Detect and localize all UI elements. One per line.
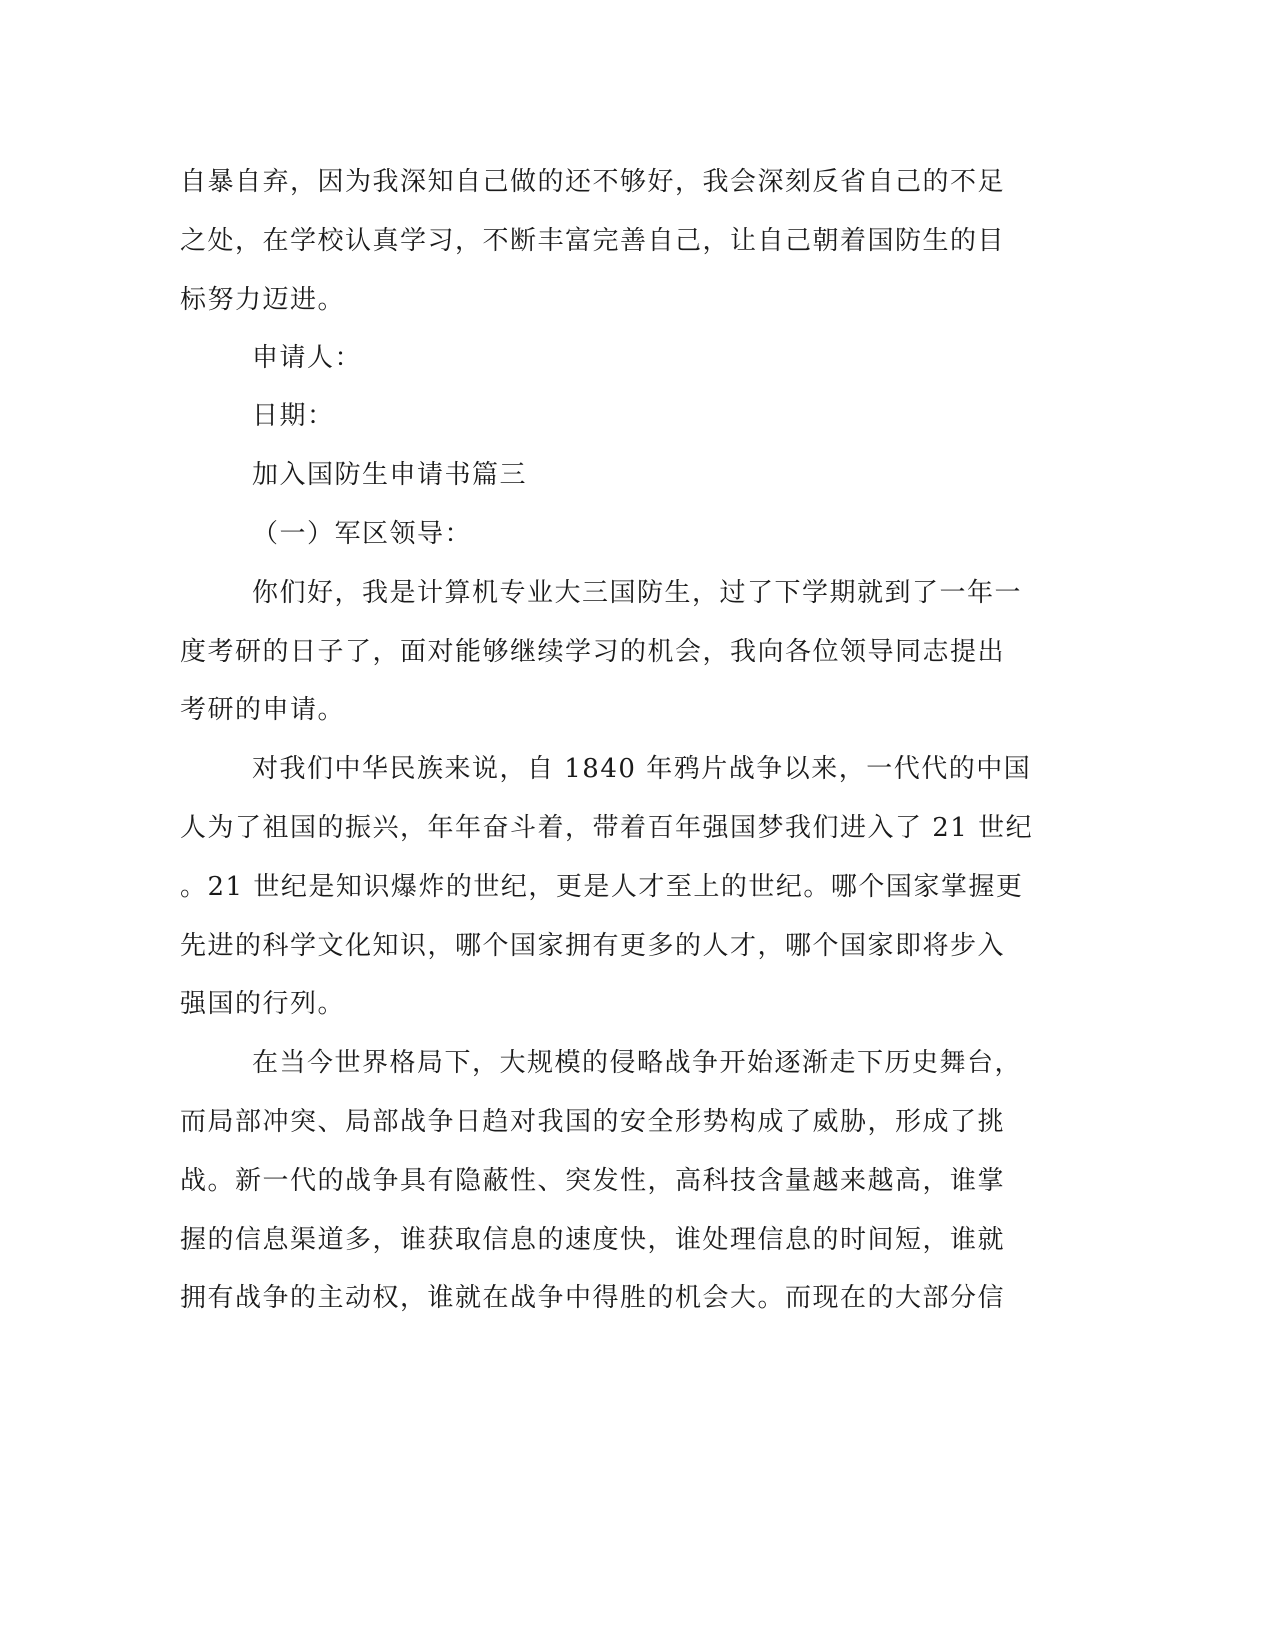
paragraph-line: 对我们中华民族来说，自 1840 年鸦片战争以来，一代代的中国 [252, 754, 1032, 784]
paragraph-line: 考研的申请。 [180, 695, 346, 725]
section-heading: 加入国防生申请书篇三 [252, 460, 528, 490]
applicant-label: 申请人： [252, 343, 363, 373]
paragraph-line: 强国的行列。 [180, 989, 346, 1019]
paragraph-line: 战。新一代的战争具有隐蔽性、突发性，高科技含量越来越高，谁掌 [180, 1166, 1006, 1196]
paragraph-line: 标努力迈进。 [180, 285, 346, 315]
paragraph-line: 而局部冲突、局部战争日趋对我国的安全形势构成了威胁，形成了挑 [180, 1107, 1006, 1137]
paragraph-line: 自暴自弃，因为我深知自己做的还不够好，我会深刻反省自己的不足 [180, 167, 1006, 197]
paragraph-line: 人为了祖国的振兴，年年奋斗着，带着百年强国梦我们进入了 21 世纪 [180, 813, 1034, 843]
date-label: 日期： [252, 401, 335, 431]
paragraph-line: 拥有战争的主动权，谁就在战争中得胜的机会大。而现在的大部分信 [180, 1283, 1006, 1313]
paragraph-line: 。21 世纪是知识爆炸的世纪，更是人才至上的世纪。哪个国家掌握更 [180, 872, 1024, 902]
paragraph-line: 度考研的日子了，面对能够继续学习的机会，我向各位领导同志提出 [180, 637, 1006, 667]
paragraph-line: 握的信息渠道多，谁获取信息的速度快，谁处理信息的时间短，谁就 [180, 1225, 1006, 1255]
paragraph-line: 先进的科学文化知识，哪个国家拥有更多的人才，哪个国家即将步入 [180, 931, 1006, 961]
paragraph-line: 你们好，我是计算机专业大三国防生，过了下学期就到了一年一 [252, 578, 1023, 608]
salutation: （一）军区领导： [252, 519, 473, 549]
paragraph-line: 之处，在学校认真学习，不断丰富完善自己，让自己朝着国防生的目 [180, 226, 1006, 256]
paragraph-line: 在当今世界格局下，大规模的侵略战争开始逐渐走下历史舞台， [252, 1048, 1023, 1078]
